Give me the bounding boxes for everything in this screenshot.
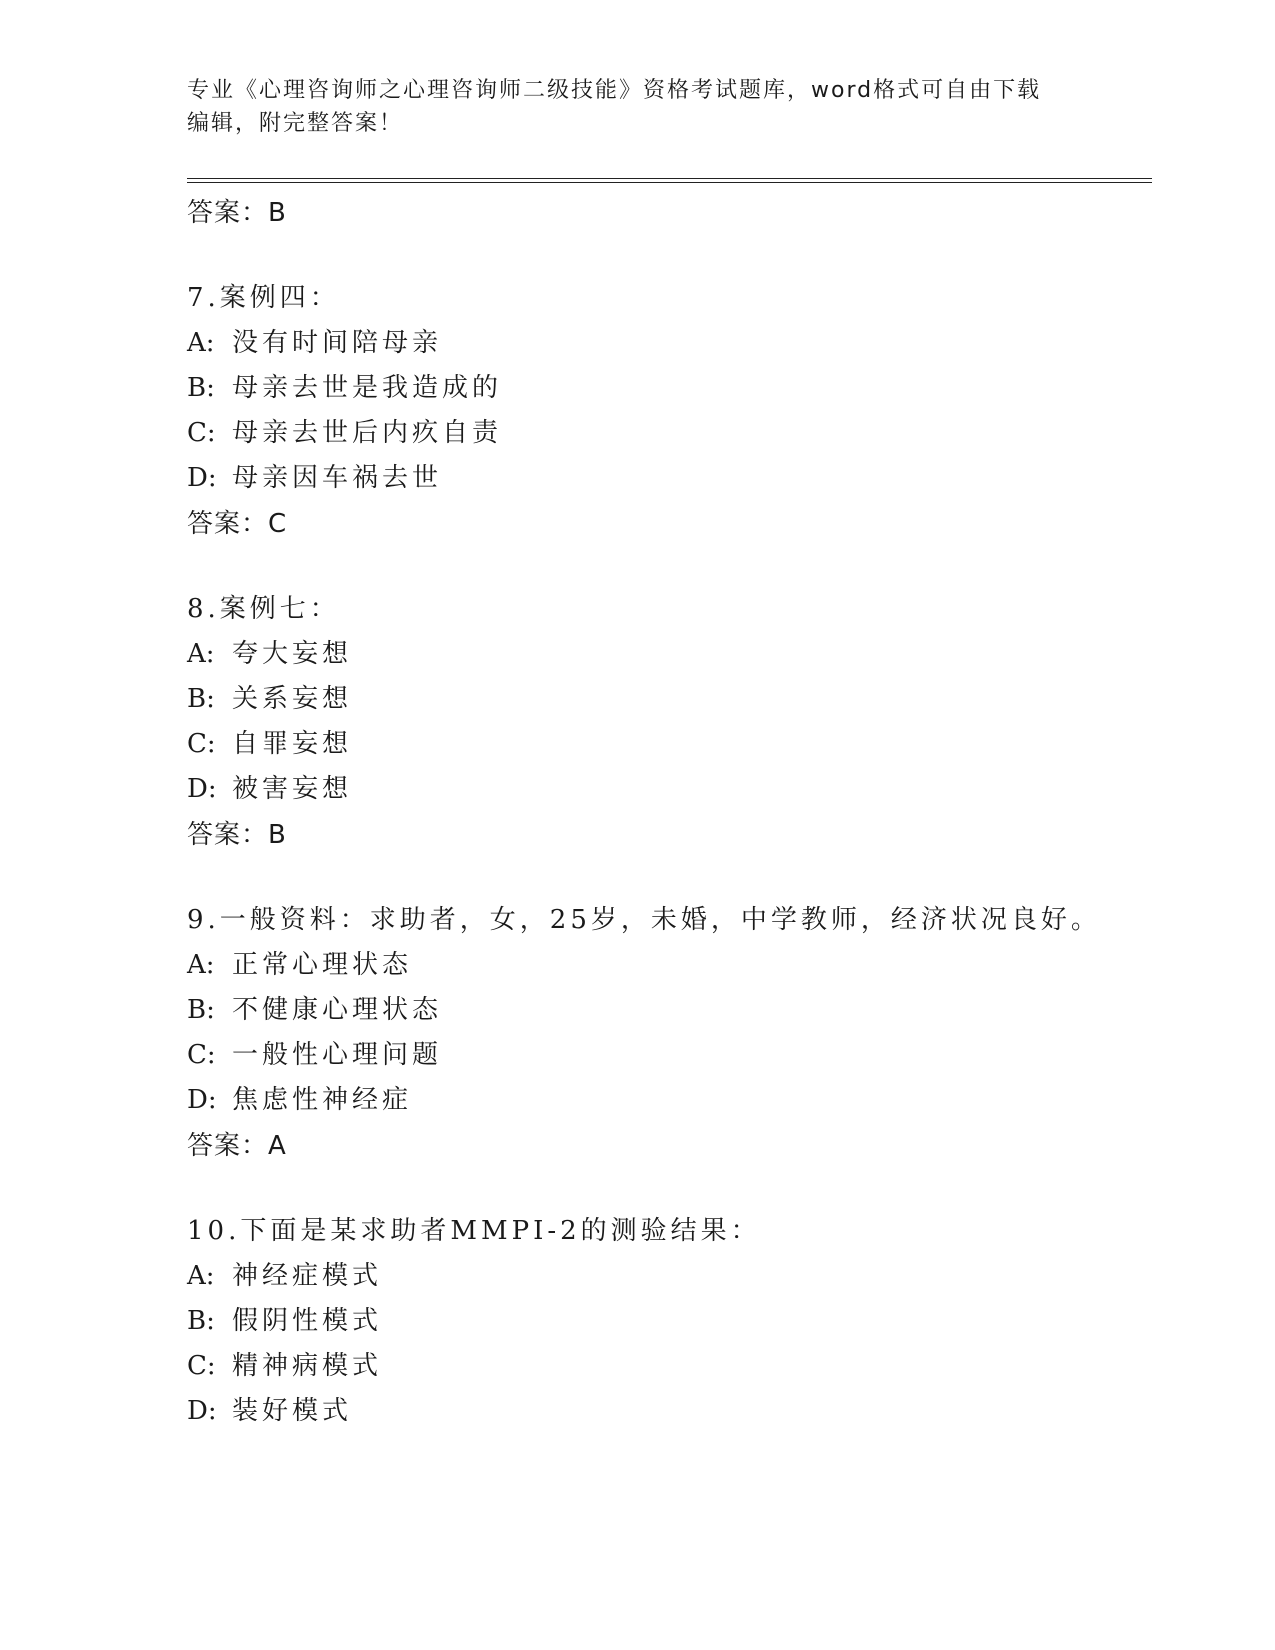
option-d — [187, 1078, 1152, 1123]
option-text: 神经症模式 — [232, 1261, 383, 1291]
option-text: 母亲因车祸去世 — [232, 463, 443, 493]
option-text: 不健康心理状态 — [232, 995, 443, 1025]
option-c — [187, 411, 1152, 456]
option-text: 母亲去世是我造成的 — [232, 373, 503, 403]
option-d — [187, 767, 1152, 812]
option-b — [187, 677, 1152, 722]
option-text: 装好模式 — [232, 1396, 353, 1426]
question-block — [187, 587, 1152, 858]
option-letter: B: — [187, 684, 215, 714]
option-letter: A: — [187, 639, 215, 669]
option-b — [187, 988, 1152, 1033]
option-a — [187, 943, 1152, 988]
answer-line: 答案：C — [187, 509, 288, 539]
option-letter: C: — [187, 1040, 216, 1070]
option-a — [187, 1254, 1152, 1299]
option-d — [187, 1389, 1152, 1434]
option-letter: B: — [187, 1306, 215, 1336]
option-c — [187, 722, 1152, 767]
option-text: 母亲去世后内疚自责 — [232, 418, 503, 448]
option-letter: B: — [187, 995, 215, 1025]
option-text: 被害妄想 — [232, 774, 353, 804]
answer-line: 答案：B — [187, 820, 287, 850]
option-b — [187, 366, 1152, 411]
option-text: 关系妄想 — [232, 684, 353, 714]
option-text: 夸大妄想 — [232, 639, 353, 669]
question-stem: 10.下面是某求助者MMPI-2的测验结果： — [187, 1216, 761, 1246]
header-line-1: 专业《心理咨询师之心理咨询师二级技能》资格考试题库，word格式可自由下载 — [187, 78, 1042, 103]
question-block — [187, 276, 1152, 547]
option-letter: D: — [187, 774, 217, 804]
question-block — [187, 1209, 1152, 1434]
question-stem: 9.一般资料：求助者，女，25岁，未婚，中学教师，经济状况良好。 — [187, 905, 1101, 935]
option-letter: C: — [187, 729, 216, 759]
option-text: 自罪妄想 — [232, 729, 353, 759]
option-letter: A: — [187, 328, 215, 358]
option-d — [187, 456, 1152, 501]
option-letter: A: — [187, 1261, 215, 1291]
question-list — [187, 190, 1152, 1474]
question-stem: 7.案例四： — [187, 283, 340, 313]
header-line-2: 编辑，附完整答案！ — [187, 111, 404, 136]
option-text: 焦虑性神经症 — [232, 1085, 413, 1115]
document-header — [187, 74, 1067, 140]
option-a — [187, 321, 1152, 366]
question-stem: 8.案例七： — [187, 594, 340, 624]
option-text: 精神病模式 — [232, 1351, 383, 1381]
option-letter: D: — [187, 463, 217, 493]
option-c — [187, 1033, 1152, 1078]
option-text: 假阴性模式 — [232, 1306, 383, 1336]
option-c — [187, 1344, 1152, 1389]
option-letter: D: — [187, 1085, 217, 1115]
option-letter: D: — [187, 1396, 217, 1426]
option-text: 正常心理状态 — [232, 950, 413, 980]
question-block — [187, 898, 1152, 1169]
option-letter: C: — [187, 418, 216, 448]
option-letter: C: — [187, 1351, 216, 1381]
option-b — [187, 1299, 1152, 1344]
answer-line: 答案：A — [187, 1131, 287, 1161]
option-letter: B: — [187, 373, 215, 403]
option-a — [187, 632, 1152, 677]
header-divider — [187, 178, 1152, 183]
answer-line: 答案：B — [187, 198, 287, 228]
option-letter: A: — [187, 950, 215, 980]
option-text: 没有时间陪母亲 — [232, 328, 443, 358]
option-text: 一般性心理问题 — [232, 1040, 443, 1070]
